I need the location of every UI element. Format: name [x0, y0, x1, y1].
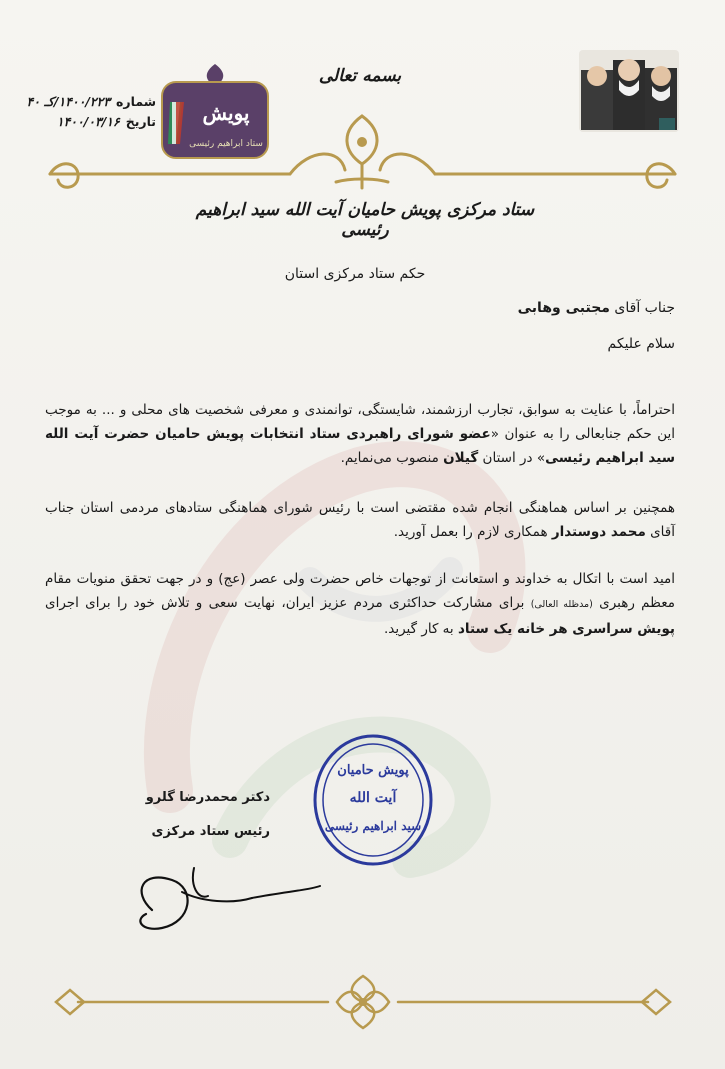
p3-campaign-name: پویش سراسری هر خانه یک ستاد	[457, 621, 675, 637]
blue-stamp	[308, 730, 438, 870]
p1-text-c: » در استان	[478, 450, 546, 466]
recipient-name: مجتبی وهابی	[517, 300, 610, 316]
p2-text-c: همکاری لازم را بعمل آورید.	[393, 524, 552, 540]
p3-text-d: به کار گیرید.	[383, 621, 458, 637]
body-paragraph-2	[45, 496, 675, 544]
number-label: شماره	[116, 94, 156, 109]
stamp-text-top: پویش حامیان	[337, 763, 409, 778]
letter-number-row	[24, 92, 156, 112]
body-paragraph-1	[45, 398, 675, 470]
p3-text-b: برای مشارکت حداکثری مردم عزیز ایران، نهایت سعی و تلاش خود را برای اجرای	[45, 595, 531, 611]
signatory-name: دکتر محمدرضا گلرو	[145, 790, 270, 805]
number-value: ۱۴۰۰/۲۲۳/کـ ۴۰	[26, 94, 111, 109]
stamp-text-bottom: سید ابراهیم رئیسی	[324, 819, 422, 833]
p3-text-a: امید است با اتکال به خداوند و استعانت از توجهات خاص حضرت ولی عصر (عج) و در جهت تحقق منویات مقام معظم رهبری	[45, 571, 675, 611]
letter-date-row	[24, 112, 156, 132]
p2-coordinator-name: محمد دوستدار	[551, 524, 646, 540]
letter-number-date	[24, 92, 156, 132]
stamp-text-middle: آیت الله	[349, 790, 397, 806]
p2-text-a: همچنین بر اساس هماهنگی انجام شده مقتضی است با رئیس شورای هماهنگی ستادهای مردمی استان جناب آقای	[45, 500, 675, 540]
p1-position-title: عضو شورای راهبردی ستاد انتخابات پویش حامیان حضرت آیت الله سید ابراهیم رئیسی	[45, 426, 675, 466]
basmala-heading: بسمه تعالی	[318, 66, 402, 86]
footer-ornament-divider	[48, 970, 678, 1030]
recipient-line	[275, 300, 675, 316]
portraits-image	[579, 50, 679, 132]
letter-subject: حکم ستاد مرکزی استان	[284, 266, 426, 282]
greeting: سلام علیکم	[607, 336, 675, 352]
handwritten-signature	[132, 862, 322, 934]
p1-text-e: منصوب می‌نمایم.	[340, 450, 444, 466]
organization-name: ستاد مرکزی پویش حامیان آیت الله سید ابراهیم رئیسی	[195, 200, 535, 240]
date-label: تاریخ	[125, 114, 156, 129]
date-value: ۱۴۰۰/۰۳/۱۶	[56, 114, 120, 129]
signatory-title: رئیس ستاد مرکزی	[151, 824, 270, 839]
p3-honorific: (مدظله العالی)	[530, 599, 593, 610]
recipient-prefix: جناب آقای	[614, 300, 675, 316]
body-paragraph-3	[45, 567, 675, 641]
p1-text-a: احتراماً، با عنایت به سوابق، تجارب ارزشمند، شایستگی، توانمندی و معرفی شخصیت های محلی و ... به موجب این حکم جنابعالی را به عنوان «	[45, 402, 675, 442]
seal-text-bottom: ستاد ابراهیم رئیسی	[189, 139, 263, 149]
p1-province: گیلان	[443, 450, 479, 466]
campaign-seal-logo	[156, 62, 274, 162]
seal-text-top: پویش	[202, 101, 250, 125]
